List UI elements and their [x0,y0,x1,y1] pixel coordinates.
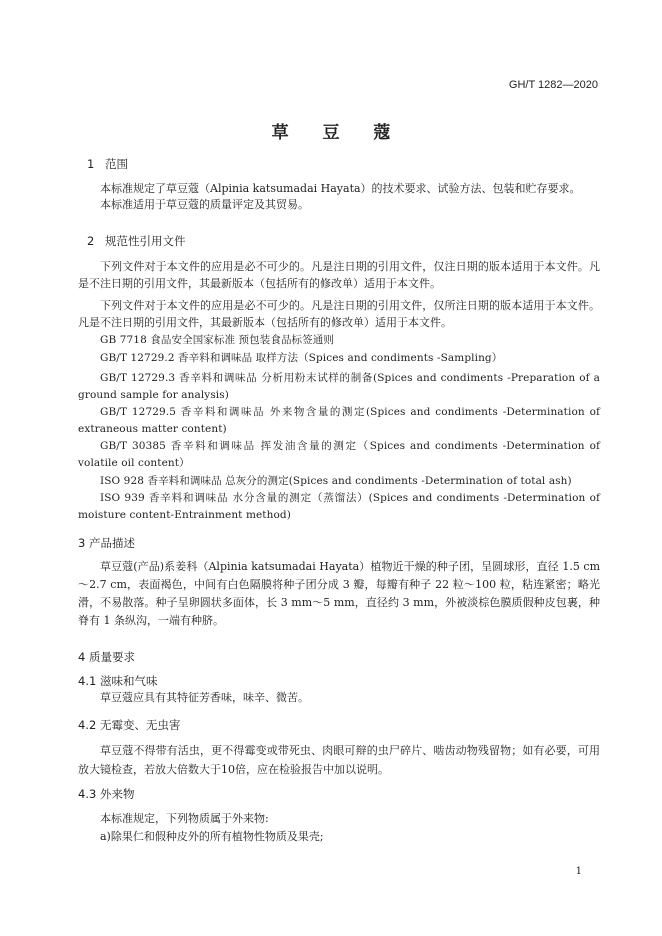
reference-item: GB/T 12729.3 香辛料和调味品 分析用粉末试样的制备(Spices and condiments -Preparation of a ground sample for analysis) [78,372,600,401]
subsection-4-1-heading: 4.1 滋味和气味 [78,674,158,688]
reference-item: GB/T 12729.2 香辛料和调味品 取样方法（Spices and condiments -Sampling） [100,352,503,364]
section-1-heading [87,156,128,172]
paragraph: 本标准规定，下列物质属于外来物: [100,812,269,825]
paragraph: 下列文件对于本文件的应用是必不可少的。凡是注日期的引用文件，仅所注日期的版本适用于本文件。凡是不注日期的引用文件，其最新版本（包括所有的修改单）适用于本文件。 [78,299,600,329]
reference-item: GB/T 30385 香辛料和调味品 挥发油含量的测定（Spices and condiments -Determination of volatile oil content） [78,440,600,469]
section-4-heading: 4 质量要求 [78,650,135,664]
paragraph: 本标准规定了草豆蔻（Alpinia katsumadai Hayata）的技术要求、试验方法、包装和贮存要求。 [100,182,581,195]
section-number: 2 [87,234,95,248]
page-number: 1 [575,866,582,877]
document-title: 草 豆 蔻 [271,123,405,143]
paragraph: 本标准适用于草豆蔻的质量评定及其贸易。 [100,198,309,211]
section-title: 范围 [105,157,128,171]
section-number: 1 [87,157,95,171]
paragraph: 下列文件对于本文件的应用是必不可少的。凡是注日期的引用文件，仅注日期的版本适用于本文件。凡是不注日期的引用文件，其最新版本（包括所有的修改单）适用于本文件。 [78,260,600,290]
paragraph: 草豆蔻应具有其特征芳香味，味辛、微苦。 [100,691,309,704]
list-item: a)除果仁和假种皮外的所有植物性物质及果壳; [100,830,324,843]
reference-item: ISO 928 香辛料和调味品 总灰分的测定(Spices and condiments -Determination of total ash) [100,475,572,487]
reference-item: GB/T 12729.5 香辛料和调味品 外来物含量的测定(Spices and condiments -Determination of extraneous matter content) [78,406,600,435]
subsection-4-3-heading: 4.3 外来物 [78,787,135,801]
reference-item: ISO 939 香辛料和调味品 水分含量的测定（蒸馏法）(Spices and condiments -Determination of moisture content-Entrainment method) [78,492,600,521]
section-title: 规范性引用文件 [105,234,186,248]
reference-item: GB 7718 食品安全国家标准 预包装食品标签通则 [100,334,334,346]
subsection-4-2-heading: 4.2 无霉变、无虫害 [78,718,181,732]
paragraph: 草豆蔻不得带有活虫，更不得霉变或带死虫、肉眼可辩的虫尸碎片、啮齿动物残留物；如有必要，可用放大镜检查，若放大倍数大于10倍，应在检验报告中加以说明。 [78,744,600,776]
section-3-heading: 3 产品描述 [78,536,135,550]
section-2-heading [87,233,186,249]
standard-code: GH/T 1282—2020 [508,79,598,91]
paragraph: 草豆蔻(产品)系姜科（Alpinia katsumadai Hayata）植物近干燥的种子团，呈圆球形，直径 1.5 cm～2.7 cm，表面褐色，中间有白色隔膜将种子团分成 3 瓣，每瓣有种子 22 粒～100 粒，粘连紧密；略光滑，不易散落。种子呈卵圆状多面体，长 3 mm～5 mm，直径约 3 mm，外被淡棕色膜质假种皮包裹，种脊有 1 条纵沟，一端有种脐。 [78,560,600,627]
